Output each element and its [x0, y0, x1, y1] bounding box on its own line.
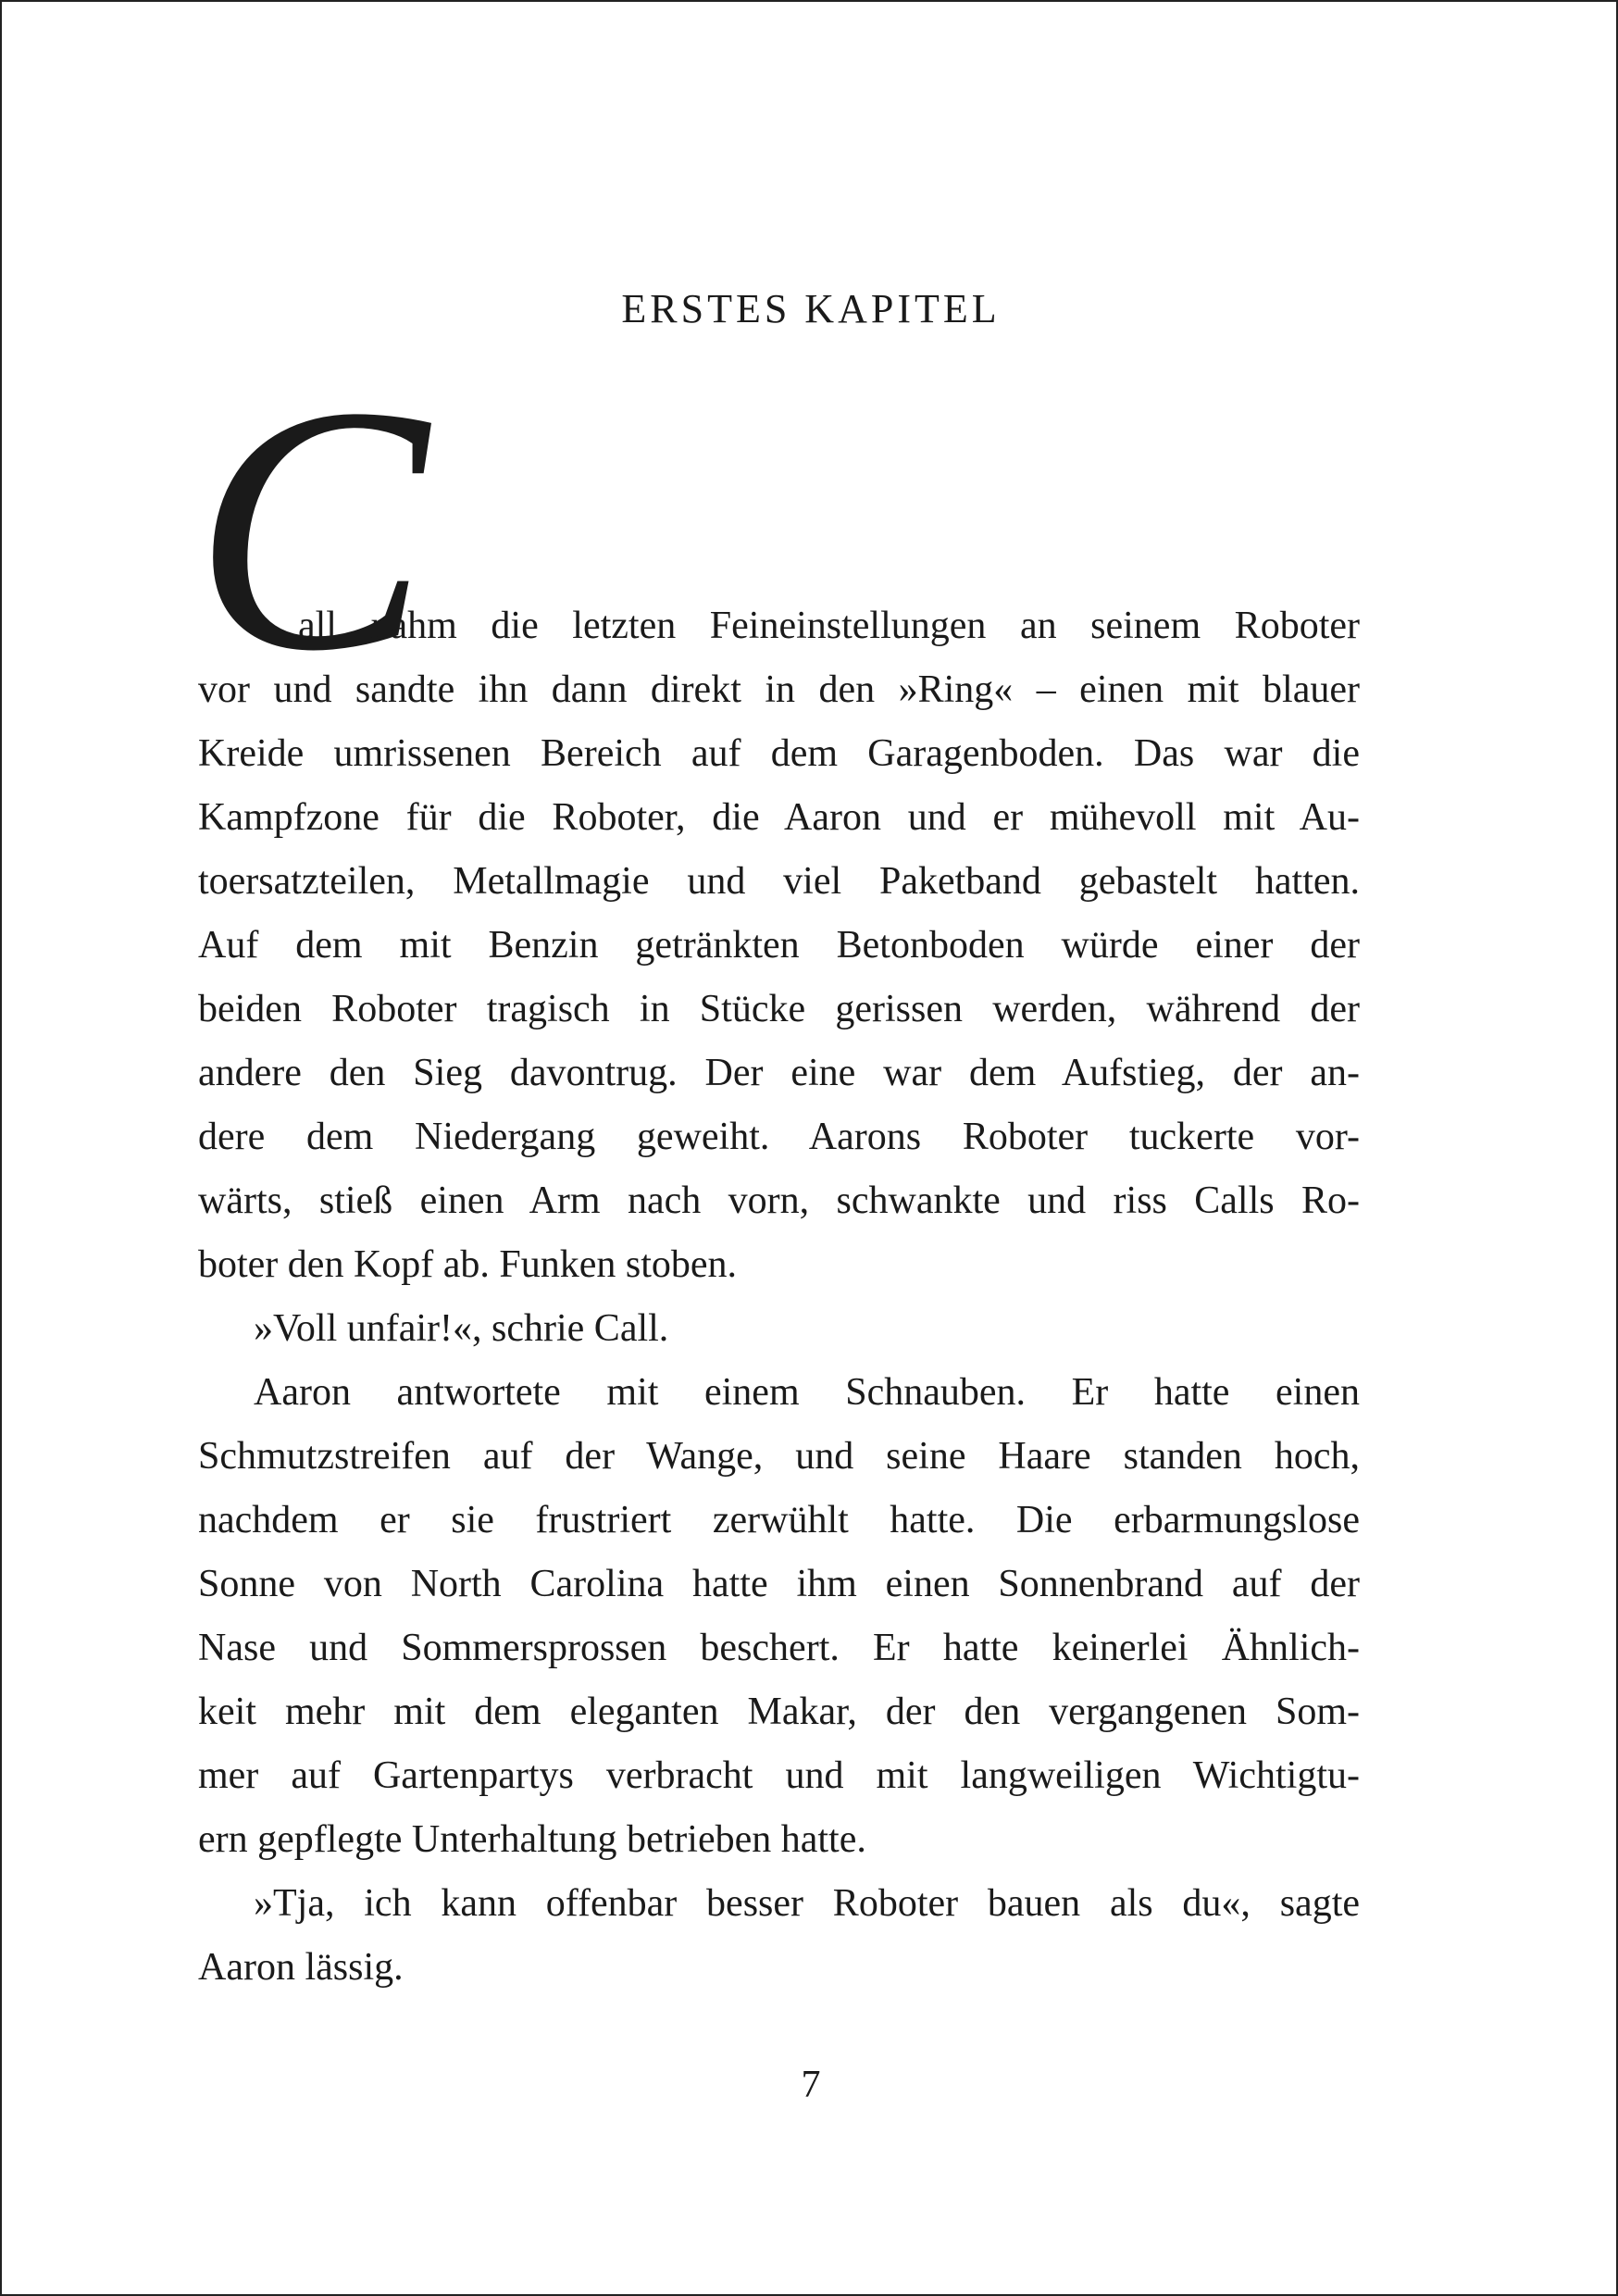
- text-line: Kreide umrissenen Bereich auf dem Garagenboden. Das war die: [198, 732, 1360, 775]
- drop-cap: C: [193, 334, 429, 724]
- text-line: dere dem Niedergang geweiht. Aarons Roboter tuckerte vor-: [198, 1116, 1360, 1158]
- text-line: Sonne von North Carolina hatte ihm einen Sonnenbrand auf der: [198, 1563, 1360, 1605]
- text-line: Aaron lässig.: [198, 1946, 404, 1989]
- text-line: keit mehr mit dem eleganten Makar, der den vergangenen Som-: [198, 1691, 1360, 1733]
- chapter-title: ERSTES KAPITEL: [621, 286, 1001, 331]
- text-line: all nahm die letzten Feineinstellungen an seinem Roboter: [298, 605, 1360, 647]
- text-line: wärts, stieß einen Arm nach vorn, schwankte und riss Calls Ro-: [198, 1179, 1360, 1222]
- text-line: Aaron antwortete mit einem Schnauben. Er hatte einen: [254, 1371, 1360, 1414]
- paragraph-3: [198, 1361, 1360, 1872]
- text-line: toersatzteilen, Metallmagie und viel Paketband gebastelt hatten.: [198, 860, 1360, 903]
- paragraph-1: [198, 594, 1360, 1297]
- text-line: »Voll unfair!«, schrie Call.: [254, 1307, 669, 1350]
- paragraph-2: [198, 1297, 1360, 1361]
- text-line: vor und sandte ihn dann direkt in den »Ring« – einen mit blauer: [198, 668, 1360, 711]
- text-line: ern gepflegte Unterhaltung betrieben hatte.: [198, 1818, 866, 1861]
- text-line: mer auf Gartenpartys verbracht und mit langweiligen Wichtigtu-: [198, 1754, 1360, 1797]
- text-line: beiden Roboter tragisch in Stücke gerissen werden, während der: [198, 988, 1360, 1030]
- text-line: Kampfzone für die Roboter, die Aaron und er mühevoll mit Au-: [198, 796, 1360, 839]
- text-line: nachdem er sie frustriert zerwühlt hatte. Die erbarmungslose: [198, 1499, 1360, 1541]
- text-line: andere den Sieg davontrug. Der eine war dem Aufstieg, der an-: [198, 1052, 1360, 1094]
- text-line: Schmutzstreifen auf der Wange, und seine Haare standen hoch,: [198, 1435, 1360, 1478]
- text-line: Nase und Sommersprossen beschert. Er hatte keinerlei Ähnlich-: [198, 1627, 1360, 1669]
- text-line: »Tja, ich kann offenbar besser Roboter bauen als du«, sagte: [254, 1882, 1360, 1925]
- page-number: 7: [801, 2064, 821, 2106]
- text-line: Auf dem mit Benzin getränkten Betonboden würde einer der: [198, 924, 1360, 967]
- text-line: boter den Kopf ab. Funken stoben.: [198, 1243, 738, 1286]
- paragraph-4: [198, 1872, 1360, 2000]
